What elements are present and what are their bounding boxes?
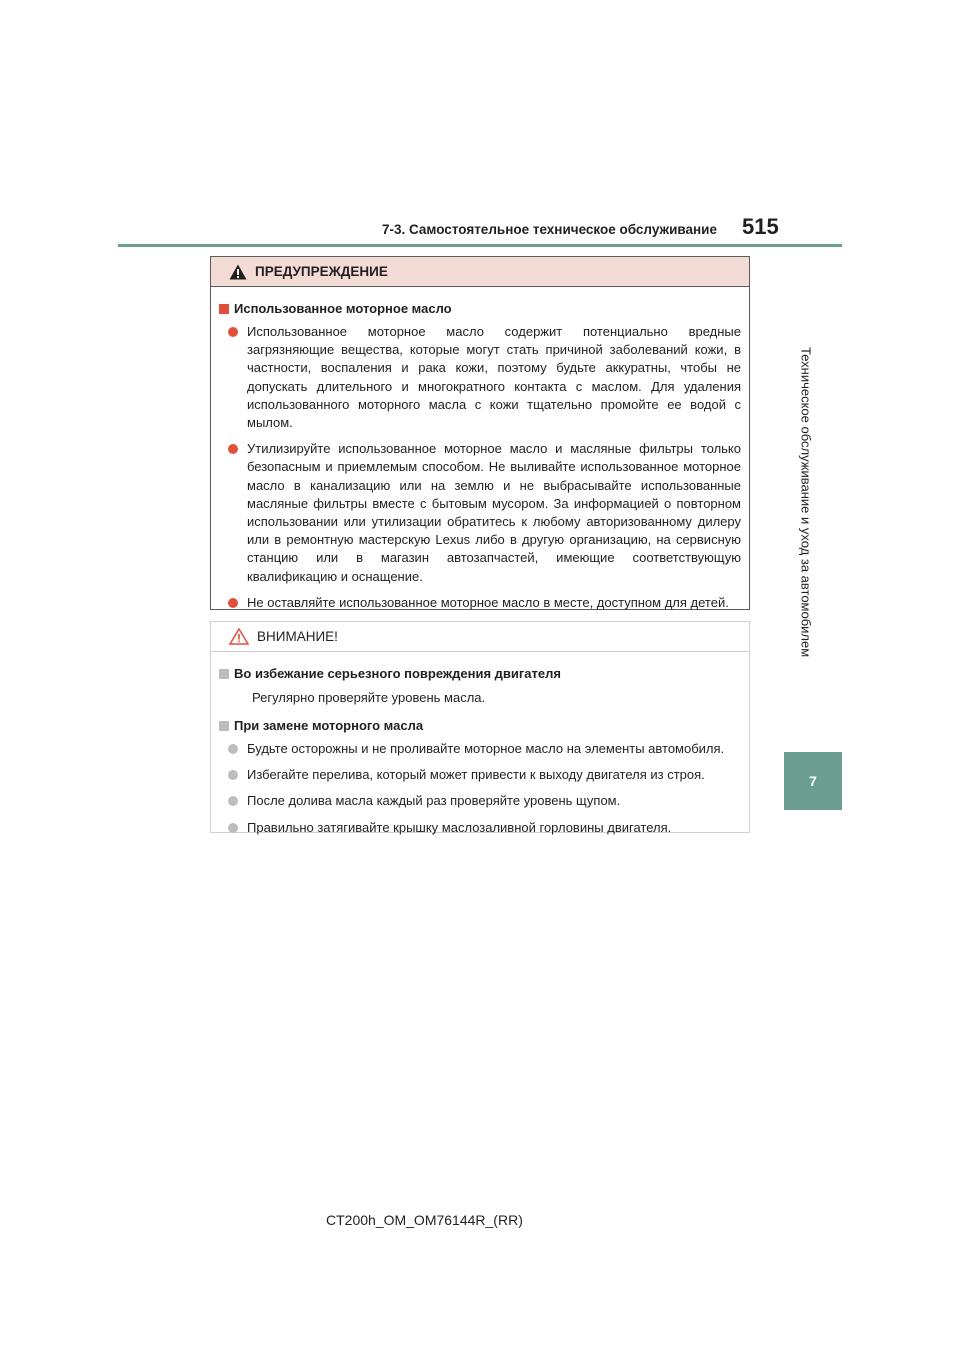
- notice-header: [211, 622, 749, 652]
- notice-bullet: [219, 792, 741, 810]
- notice-bullet-text: Избегайте перелива, который может привести к выходу двигателя из строя.: [247, 767, 705, 783]
- warning-bullet-text: Не оставляйте использованное моторное масло в месте, доступном для детей.: [247, 594, 729, 610]
- warning-box: [210, 256, 750, 610]
- warning-section-heading-text: Использованное моторное масло: [234, 301, 452, 316]
- notice-bullet: [219, 766, 741, 784]
- chapter-tab: 7: [784, 752, 842, 810]
- warning-header: [211, 257, 749, 287]
- section-title: 7-3. Самостоятельное техническое обслуживание: [382, 222, 717, 237]
- warning-body: [211, 287, 749, 612]
- warning-bullet: [219, 323, 741, 432]
- page-number: 515: [742, 214, 779, 239]
- notice-bullet-text: Правильно затягивайте крышку маслозаливной горловины двигателя.: [247, 819, 672, 835]
- round-bullet-icon: [228, 823, 238, 833]
- notice-bullet-text: После долива масла каждый раз проверяйте уровень щупом.: [247, 793, 621, 809]
- warning-bullet: [219, 440, 741, 586]
- caution-triangle-icon: [229, 628, 249, 645]
- notice-section1-heading-text: Во избежание серьезного повреждения двигателя: [234, 666, 561, 681]
- round-bullet-icon: [228, 327, 238, 337]
- notice-box: [210, 621, 750, 833]
- warning-bullet-text: Использованное моторное масло содержит потенциально вредные загрязняющие вещества, которые могут стать причиной заболеваний кожи, в частности, воспаления и рака кожи, поэтому будьте аккуратны, чтобы не допускать длительного и многократного контакта с маслом. Для удаления использованного моторного масла с кожи тщательно промойте ее водой с мылом.: [247, 324, 741, 431]
- round-bullet-icon: [228, 744, 238, 754]
- round-bullet-icon: [228, 796, 238, 806]
- chapter-side-title-text: Техническое обслуживание и уход за автомобилем: [798, 346, 814, 658]
- square-bullet-icon: [219, 669, 229, 679]
- notice-bullet: [219, 740, 741, 758]
- warning-bullet-text: Утилизируйте использованное моторное масло и масляные фильтры только безопасным и приемлемым способом. Не выливайте использованное моторное масло в канализацию или на землю и не выбрасывайте использованные масляные фильтры вместе с бытовым мусором. За информацией о повторном использовании или утилизации обратитесь к любому авторизованному дилеру или в ремонтную мастерскую Lexus либо в другую организацию, на сервисную станцию или в магазин автозапчастей, имеющие соответствующую квалификацию и оснащение.: [247, 441, 741, 584]
- round-bullet-icon: [228, 598, 238, 608]
- square-bullet-icon: [219, 721, 229, 731]
- notice-bullet: [219, 819, 741, 837]
- notice-title: ВНИМАНИЕ!: [257, 629, 338, 644]
- header-divider: [118, 244, 842, 247]
- warning-title: ПРЕДУПРЕЖДЕНИЕ: [255, 264, 388, 279]
- notice-section2-heading-text: При замене моторного масла: [234, 718, 424, 733]
- notice-section2-heading: [219, 716, 741, 736]
- document-code: CT200h_OM_OM76144R_(RR): [326, 1212, 523, 1228]
- warning-bullet: [219, 594, 741, 612]
- round-bullet-icon: [228, 770, 238, 780]
- round-bullet-icon: [228, 444, 238, 454]
- chapter-side-title: [796, 256, 816, 748]
- warning-section-heading: [219, 299, 741, 319]
- notice-section1-text: Регулярно проверяйте уровень масла.: [252, 690, 486, 705]
- warning-triangle-icon: [229, 264, 247, 280]
- notice-body: [211, 652, 749, 837]
- notice-section1-heading: [219, 664, 741, 684]
- square-bullet-icon: [219, 304, 229, 314]
- notice-bullet-text: Будьте осторожны и не проливайте моторное масло на элементы автомобиля.: [247, 741, 725, 756]
